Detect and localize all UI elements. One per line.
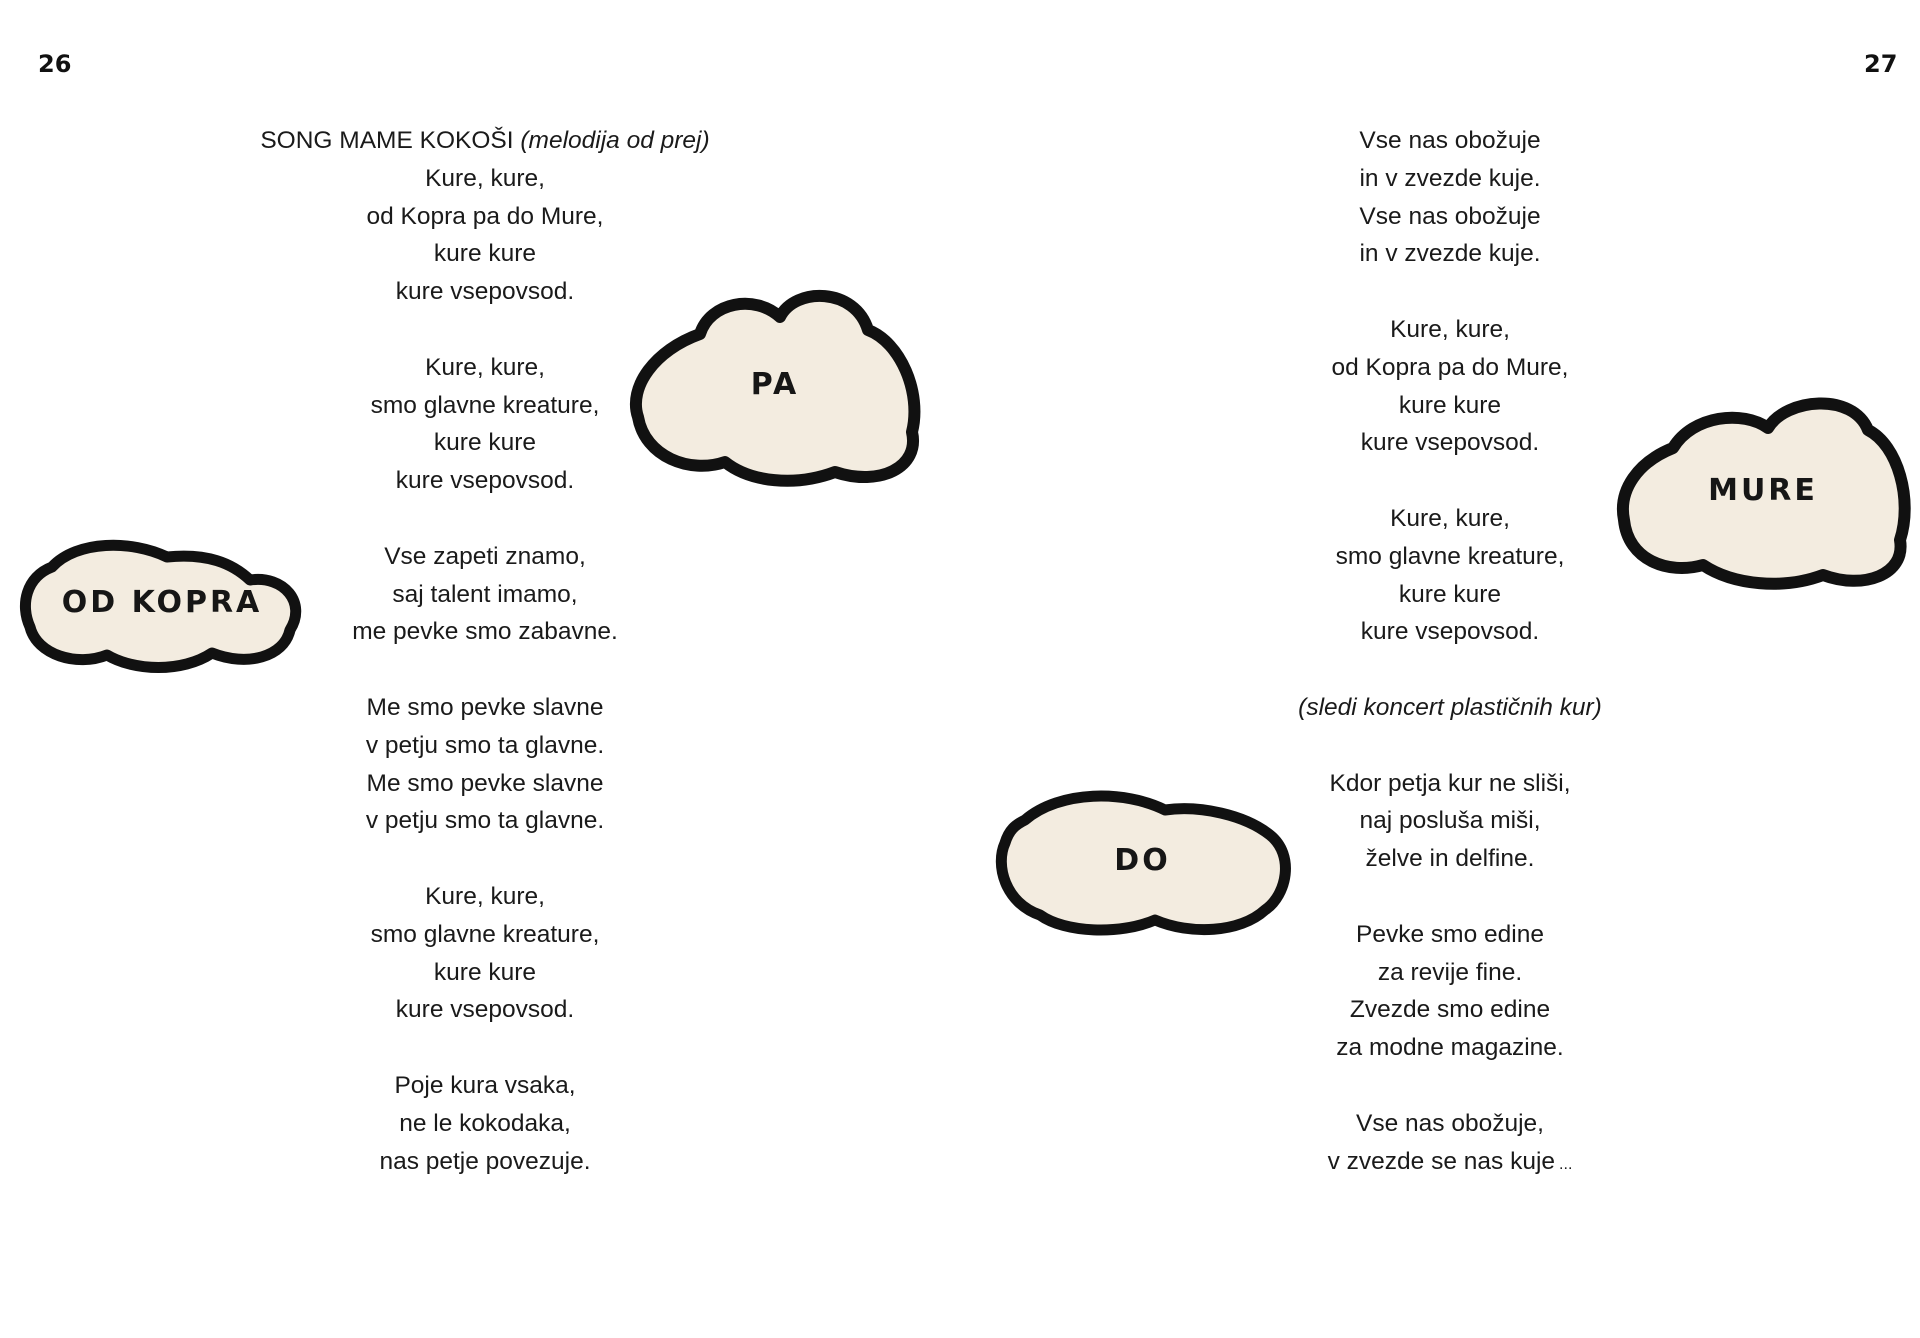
verse-line: za revije fine. — [1377, 958, 1523, 986]
verse-line: kure vsepovsod. — [395, 467, 575, 495]
verse-line: Kure, kure, — [425, 882, 545, 910]
verse-line: želve in delfine. — [1365, 845, 1535, 873]
verse-line: saj talent imamo, — [392, 580, 578, 608]
verse-line: Vse nas obožuje — [1359, 202, 1541, 230]
cloud-label-mure: MURE — [1708, 472, 1818, 508]
song-title-line — [230, 122, 740, 160]
cloud-label-do: DO — [1114, 842, 1171, 878]
page-number-right: 27 — [1864, 50, 1898, 78]
verse-line: kure kure — [1398, 580, 1502, 608]
verse-line: kure kure — [433, 240, 537, 268]
verse-line: smo glavne kreature, — [370, 391, 600, 419]
verse-line: v petju smo ta glavne. — [365, 731, 605, 759]
verse-line: kure vsepovsod. — [1360, 618, 1540, 646]
right-poem — [1190, 122, 1710, 1183]
verse-line: Kure, kure, — [425, 353, 545, 381]
verse-line: kure vsepovsod. — [395, 278, 575, 306]
verse-line: naj posluša miši, — [1359, 807, 1541, 835]
verse-line: za modne magazine. — [1336, 1034, 1564, 1062]
verse-line: v petju smo ta glavne. — [365, 807, 605, 835]
left-poem — [230, 122, 740, 1180]
verse-line: Poje kura vsaka, — [394, 1071, 576, 1099]
verse-line: kure kure — [433, 429, 537, 457]
verse-line: smo glavne kreature, — [370, 920, 600, 948]
verse-line: Kdor petja kur ne sliši, — [1329, 769, 1571, 797]
verse-line: kure kure — [1398, 391, 1502, 419]
ellipsis: ... — [1559, 1155, 1573, 1173]
cloud-do — [995, 785, 1290, 935]
verse-line: Kure, kure, — [425, 164, 545, 192]
right-last-stanza — [1190, 1105, 1710, 1184]
verse-line: kure vsepovsod. — [1360, 429, 1540, 457]
verse-line: smo glavne kreature, — [1335, 542, 1565, 570]
verse-line: Me smo pevke slavne — [366, 693, 604, 721]
verse-line — [1190, 1105, 1710, 1143]
verse-line: Me smo pevke slavne — [366, 769, 604, 797]
verse-line: Kure, kure, — [1390, 315, 1510, 343]
cloud-label-od-kopra: OD KOPRA — [61, 585, 263, 620]
cloud-label-pa: PA — [750, 367, 800, 402]
cloud-mure — [1618, 390, 1908, 590]
page-number-left: 26 — [38, 50, 72, 78]
verse-line: od Kopra pa do Mure, — [1331, 353, 1569, 381]
song-title-note: (melodija od prej) — [520, 127, 710, 154]
verse-line: me pevke smo zabavne. — [352, 618, 618, 646]
song-title: SONG MAME KOKOŠI — [260, 127, 514, 154]
cloud-pa — [630, 282, 920, 487]
verse-text: Vse nas obožuje, — [1356, 1109, 1544, 1137]
verse-line: Zvezde smo edine — [1349, 996, 1551, 1024]
verse-line: Kure, kure, — [1390, 504, 1510, 532]
cloud-od-kopra — [22, 535, 302, 670]
verse-line: od Kopra pa do Mure, — [366, 202, 604, 230]
verse-line: kure kure — [433, 958, 537, 986]
verse-line: ne le kokodaka, — [399, 1109, 571, 1137]
stage-note: (sledi koncert plastičnih kur) — [1298, 693, 1602, 721]
verse-line — [1190, 1143, 1710, 1184]
verse-line: in v zvezde kuje. — [1359, 164, 1541, 192]
verse-line: in v zvezde kuje. — [1359, 240, 1541, 268]
verse-line: nas petje povezuje. — [379, 1147, 591, 1175]
verse-line: Vse nas obožuje — [1359, 127, 1541, 154]
verse-line: Pevke smo edine — [1356, 920, 1544, 948]
verse-line: Vse zapeti znamo, — [384, 542, 586, 570]
verse-text: v zvezde se nas kuje — [1327, 1147, 1556, 1175]
verse-line: kure vsepovsod. — [395, 996, 575, 1024]
